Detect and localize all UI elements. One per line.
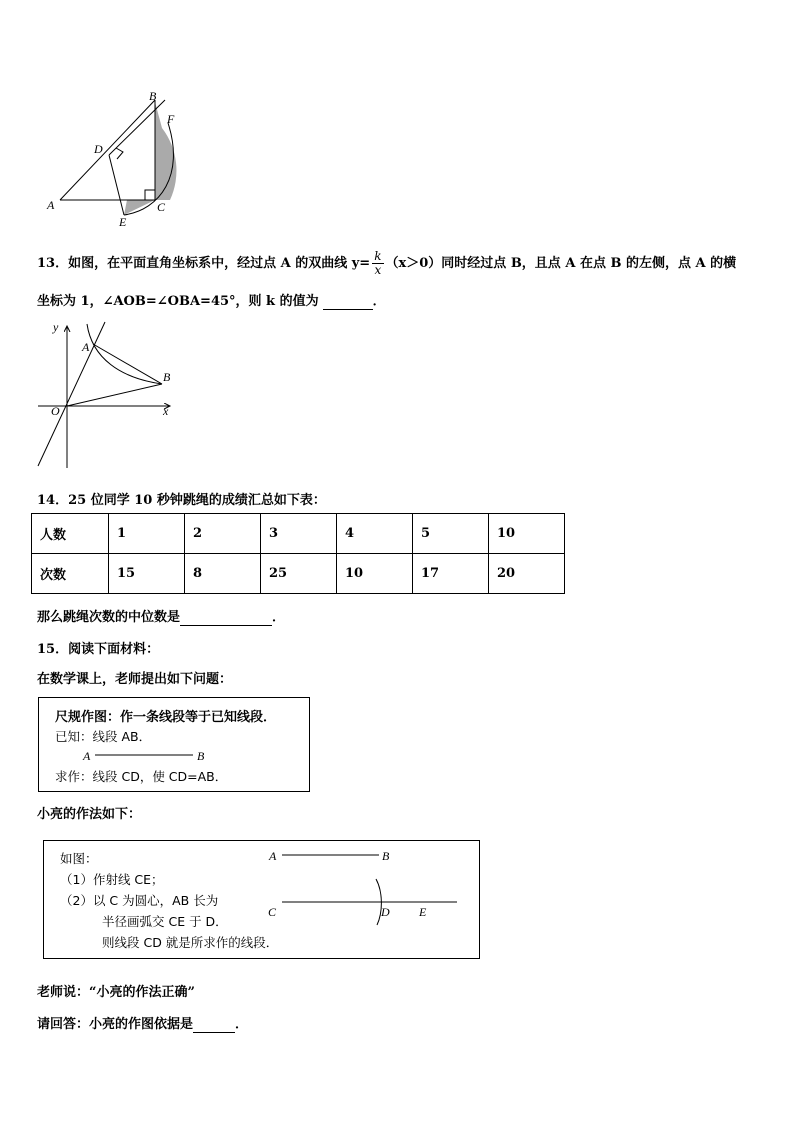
fig13-label-a: A	[82, 340, 90, 354]
fig12-label-b: B	[149, 89, 157, 103]
table-cell: 17	[413, 554, 489, 594]
fig12-label-d: D	[94, 142, 103, 156]
q14-text: 14．25 位同学 10 秒钟跳绳的成绩汇总如下表：	[37, 493, 326, 508]
box2-line4: 半径画弧交 CE 于 D．	[102, 914, 228, 929]
score-table	[31, 513, 565, 594]
hyperbola	[87, 324, 162, 384]
q13-answer-blank[interactable]	[323, 294, 373, 310]
q14-answer-blank[interactable]	[180, 610, 272, 626]
table-row	[32, 554, 565, 594]
q13-text-c: 坐标为 1，∠AOB=∠OBA=45°，则 k 的值为	[37, 294, 319, 309]
fraction-denominator: x	[374, 263, 382, 277]
fraction-k-over-x	[372, 250, 383, 277]
box1-known: 已知：线段 AB．	[55, 729, 152, 744]
table-cell: 5	[413, 514, 489, 554]
q14-end: ．	[272, 610, 286, 625]
box2-label-b: B	[382, 849, 390, 863]
fig12-label-c: C	[157, 200, 166, 214]
fig13-label-b: B	[163, 370, 171, 384]
box2-line5: 则线段 CD 就是所求作的线段．	[102, 935, 279, 950]
figure-13-coordinate-plane	[30, 320, 180, 470]
segment-ab	[95, 750, 195, 760]
box2-line1: 如图：	[60, 851, 98, 866]
q15-method-title: 小亮的作法如下：	[37, 807, 142, 822]
q15-intro: 在数学课上，老师提出如下问题：	[37, 672, 233, 687]
q14-after-text: 那么跳绳次数的中位数是	[37, 610, 181, 625]
q13-number: 13．	[37, 256, 69, 271]
fig12-label-e: E	[119, 215, 127, 229]
box2-label-c: C	[268, 905, 277, 919]
table-cell: 10	[489, 514, 565, 554]
box1-heading: 尺规作图：作一条线段等于已知线段．	[55, 710, 277, 725]
line-through-origin	[38, 322, 105, 466]
table-cell: 20	[489, 554, 565, 594]
q13-line2	[37, 290, 386, 310]
fraction-numerator: k	[374, 249, 382, 263]
box1-label-b: B	[197, 749, 205, 763]
fig13-label-y: y	[53, 320, 59, 334]
fig12-label-f: F	[167, 112, 175, 126]
ray-ce-with-arc	[280, 877, 460, 927]
q15-end: ．	[235, 1017, 249, 1032]
q15-answer	[37, 1013, 248, 1033]
box2-label-e: E	[419, 905, 427, 919]
problem-box	[38, 697, 310, 792]
q13-end: ．	[372, 294, 386, 309]
box1-label-a: A	[83, 749, 91, 763]
table-cell: 人数	[32, 514, 109, 554]
table-cell: 25	[261, 554, 337, 594]
fig13-label-o: O	[51, 404, 60, 418]
q15-answer-blank[interactable]	[193, 1017, 235, 1033]
figure-12-geometry	[40, 85, 200, 235]
right-angle-d	[116, 148, 123, 159]
box2-line3: （2）以 C 为圆心，AB 长为	[60, 893, 219, 908]
box1-task: 求作：线段 CD，使 CD=AB．	[55, 769, 228, 784]
q14-after	[37, 606, 285, 626]
q15-teacher: 老师说：“小亮的作法正确”	[37, 985, 195, 1000]
q13-text-b: （x＞0）同时经过点 B，且点 A 在点 B 的左侧，点 A 的横	[385, 256, 737, 271]
table-cell: 8	[185, 554, 261, 594]
fig13-label-x: x	[163, 404, 169, 418]
table-cell: 1	[109, 514, 185, 554]
box2-label-d: D	[381, 905, 390, 919]
table-cell: 10	[337, 554, 413, 594]
method-box	[43, 840, 480, 959]
box2-segment-ab	[282, 850, 382, 860]
triangle-lines	[60, 100, 165, 215]
right-angle-c	[145, 190, 155, 200]
shaded-region-bottom	[124, 200, 155, 215]
q15-answer-text: 请回答：小亮的作图依据是	[37, 1017, 194, 1032]
table-row	[32, 514, 565, 554]
table-cell: 15	[109, 554, 185, 594]
box2-label-a: A	[269, 849, 277, 863]
table-cell: 次数	[32, 554, 109, 594]
box2-line2: （1）作射线 CE；	[60, 872, 164, 887]
q13-text-a: 如图，在平面直角坐标系中，经过点 A 的双曲线 y=	[68, 256, 371, 271]
table-cell: 4	[337, 514, 413, 554]
q15-title: 15．阅读下面材料：	[37, 642, 160, 657]
table-cell: 2	[185, 514, 261, 554]
table-cell: 3	[261, 514, 337, 554]
fig12-label-a: A	[47, 198, 55, 212]
q13-line1	[37, 250, 736, 278]
